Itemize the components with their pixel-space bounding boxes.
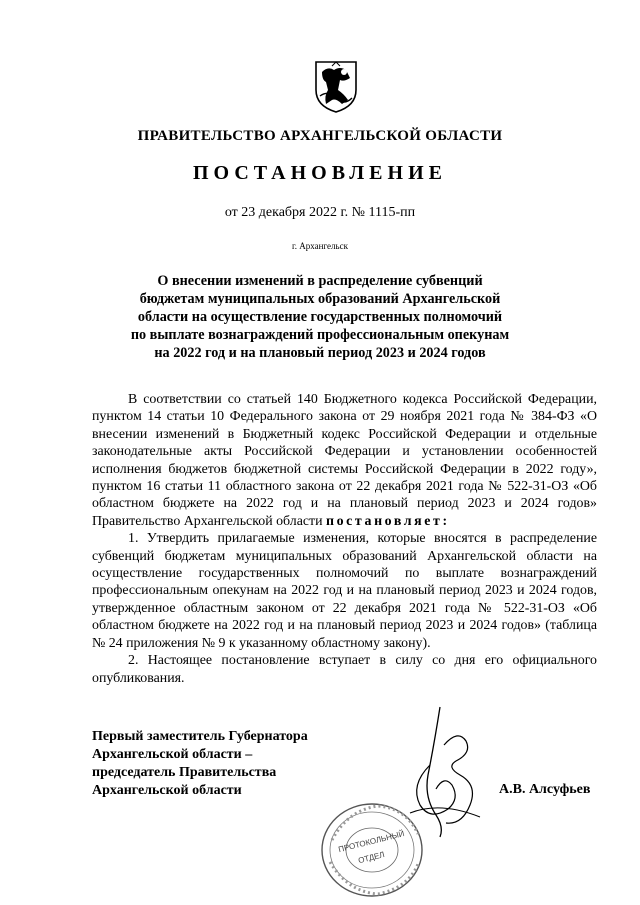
coat-of-arms-icon: [314, 60, 358, 114]
signer-title-line: Архангельской области: [92, 783, 242, 798]
item-2-paragraph: 2. Настоящее постановление вступает в силу со дня его официального опубликования.: [92, 653, 597, 686]
preamble-paragraph: [92, 391, 597, 530]
preamble-text: В соответствии со статьей 140 Бюджетного кодекса Российской Федерации, пунктом 14 статьи 10 Федерального закона от 29 ноября 2021 года № 384-ФЗ «О внесении изменений в Бюджетный кодекс Российской Федерации и отдельные законодательные акты Российской Федерации и установлении особенностей исполнения бюджетов бюджетной системы Российской Федерации в 2022 году», пунктом 16 статьи 11 областного закона от 22 декабря 2021 года № 522-31-ОЗ «Об областном бюджете на 2022 год и на плановый период 2023 и 2024 годов» Правительство Архангельской области: [92, 392, 597, 529]
signer-title-line: Архангельской области –: [92, 747, 253, 762]
subject-line: по выплате вознаграждений профессиональным опекунам: [130, 327, 510, 343]
document-type: ПОСТАНОВЛЕНИЕ: [193, 162, 447, 184]
svg-text:ОТДЕЛ: ОТДЕЛ: [357, 849, 386, 866]
signer-name: А.В. Алсуфьев: [499, 782, 591, 797]
svg-text:ПРОТОКОЛЬНЫЙ: ПРОТОКОЛЬНЫЙ: [337, 829, 406, 855]
subject-line: области на осуществление государственных полномочий: [137, 309, 503, 325]
subject-line: на 2022 год и на плановый период 2023 и 2024 годов: [154, 345, 486, 361]
signer-title-line: Первый заместитель Губернатора: [92, 729, 308, 744]
resolves-keyword: постановляет: [326, 513, 443, 529]
document-date-number: от 23 декабря 2022 г. № 1115-пп: [224, 205, 416, 220]
handwritten-signature: [400, 705, 500, 840]
signer-title-line: председатель Правительства: [92, 765, 277, 780]
signer-position: [92, 728, 308, 800]
subject-line: бюджетам муниципальных образований Архангельской: [139, 291, 501, 307]
government-name: ПРАВИТЕЛЬСТВО АРХАНГЕЛЬСКОЙ ОБЛАСТИ: [137, 128, 503, 144]
item-1-paragraph: 1. Утвердить прилагаемые изменения, которые вносятся в распределение субвенций бюджетам муниципальных образований Архангельской области на осуществление государственных полномочий по выплате вознаграждений профессиональным опекунам на 2022 год и на плановый период 2023 и 2024 годов, утвержденное областным законом от 22 декабря 2021 года № 522-31-ОЗ «Об областном бюджете на 2022 год и на плановый период 2023 и 2024 годов» (таблица № 24 приложения № 9 к указанному областному закону).: [92, 531, 597, 651]
subject-line: О внесении изменений в распределение субвенций: [157, 273, 483, 289]
document-body: [92, 391, 597, 687]
document-place: г. Архангельск: [292, 241, 348, 251]
resolves-colon: :: [442, 513, 450, 529]
document-subject: [120, 272, 520, 362]
